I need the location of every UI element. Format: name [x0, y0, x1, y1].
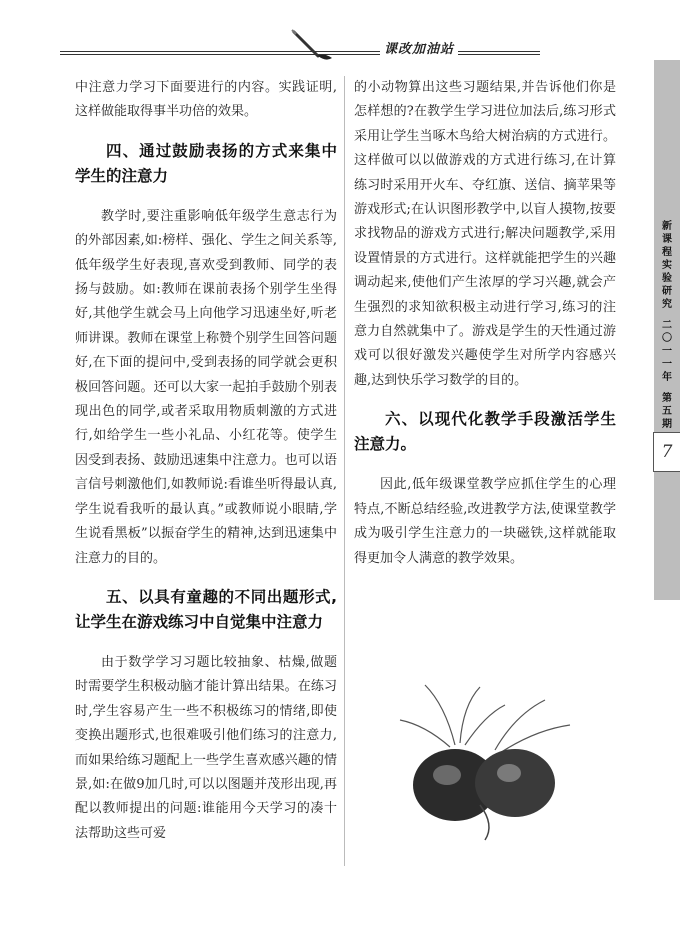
left-column [75, 76, 337, 846]
paragraph: 因此,低年级课堂教学应抓住学生的心理特点,不断总结经验,改进教学方法,使课堂教学成为吸引学生注意力的一块磁铁,这样就能取得更加令人满意的教学效果。 [354, 477, 616, 566]
column-divider [344, 76, 345, 866]
section-heading-6: 六、以现代化教学手段激活学生注意力。 [354, 410, 616, 454]
paragraph: 教学时,要注重影响低年级学生意志行为的外部因素,如:榜样、强化、学生之间关系等,低年级学生好表现,喜欢受到教师、同学的表扬与鼓励。如:教师在课前表扬个别学生坐得好,其他学生就会马上向他学习迅速坐好,听老师讲课。教师在课堂上称赞个别学生回答问题好,在下面的提问中,受到表扬的同学就会更积极回答问题。还可以大家一起拍手鼓励个别表现出色的同学,或者采取用物质刺激的方式进行,如给学生一些小礼品、小红花等。使学生因受到表扬、鼓励迅速集中注意力。也可以语言信号刺激他们,如教师说:看谁坐听得最认真,学生说看我听的最认真。”或教师说小眼睛,学生说看黑板”以振奋学生的精神,达到迅速集中注意力的目的。 [75, 208, 337, 566]
section-heading-5: 五、以具有童趣的不同出题形式,让学生在游戏练习中自觉集中注意力 [75, 587, 337, 631]
section-header-title: 课改加油站 [380, 38, 458, 57]
header-rule [60, 51, 540, 52]
radish-ink-painting [385, 675, 585, 845]
journal-side-label: 新 课 程 实 验 研 究 二 〇 一 一 年 第 五 期 [662, 221, 672, 430]
header-rule-lower [60, 54, 540, 55]
paragraph: 的小动物算出这些习题结果,并告诉他们你是怎样想的?在教学生学习进位加法后,练习形式采用让学生当啄木鸟给大树治病的方式进行。这样做可以以做游戏的方式进行练习,在计算练习时采用开火车、夺红旗、送信、摘苹果等游戏形式;在认识图形教学中,以盲人摸物,按要求找物品的游戏方式进行;解决问题教学,采用设置情景的方式进行。这样就能把学生的兴趣调动起来,使他们产生浓厚的学习兴趣,就会产生强烈的求知欲积极主动进行学习,练习的注意力自然就集中了。游戏是学生的天性通过游戏可以很好激发兴趣使学生对所学内容感兴趣,达到快乐学习数学的目的。 [354, 80, 616, 388]
page-number: 7 [653, 432, 680, 472]
section-heading-4: 四、通过鼓励表扬的方式来集中学生的注意力 [75, 141, 337, 185]
right-column [354, 76, 616, 571]
brush-pen-icon [288, 28, 338, 68]
paragraph: 中注意力学习下面要进行的内容。实践证明,这样做能取得事半功倍的效果。 [75, 80, 337, 120]
paragraph: 由于数学学习习题比较抽象、枯燥,做题时需要学生积极动脑才能计算出结果。在练习时,学生容易产生一些不积极练习的情绪,即使变换出题形式,也很难吸引他们练习的注意力,而如果给练习题配上一些学生喜欢感兴趣的情景,如:在做9加几时,可以以图题并茂形出现,再配以教师提出的问题:谁能用今天学习的凑十法帮助这些可爱 [75, 654, 337, 841]
